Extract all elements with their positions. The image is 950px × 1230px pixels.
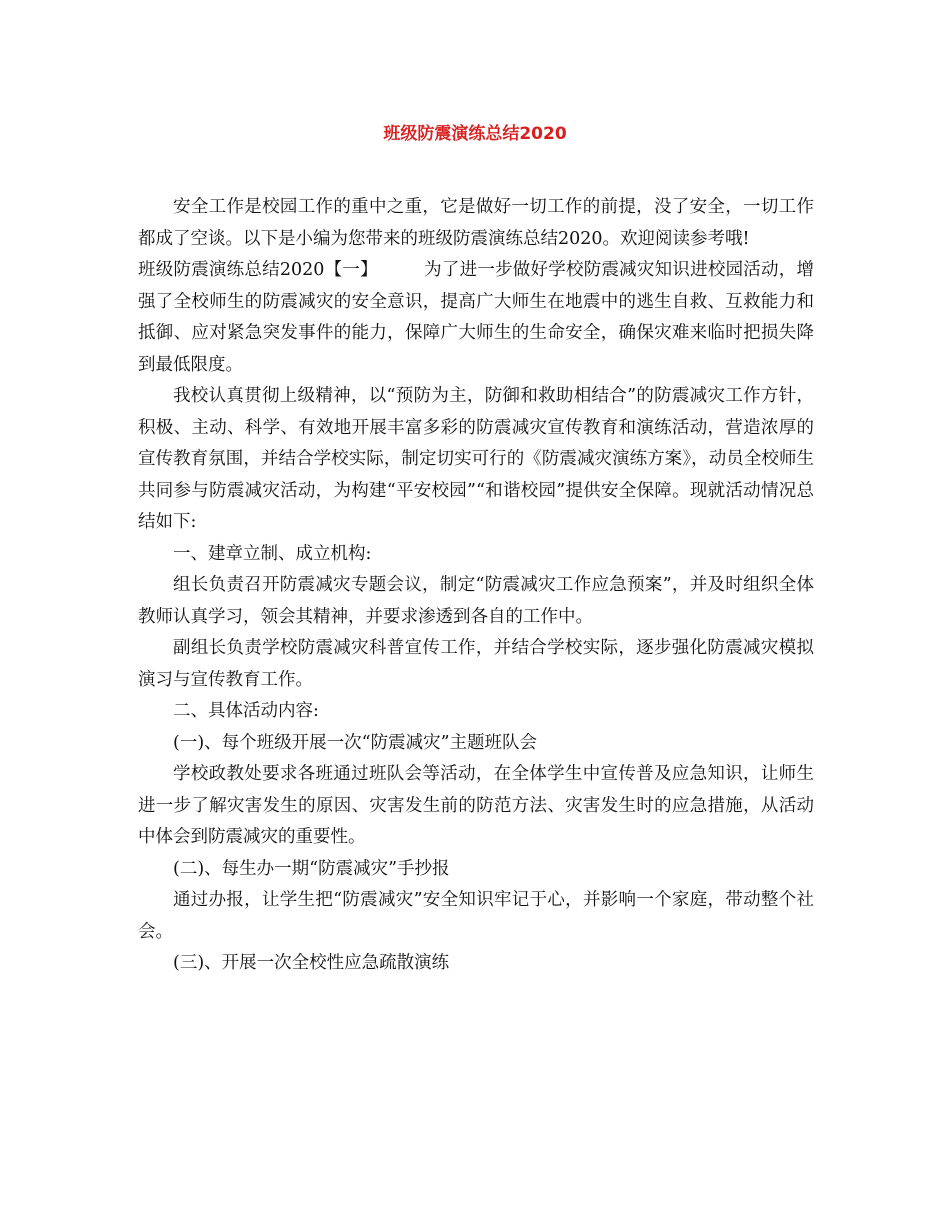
subheading-two: (二)、每生办一期“防震减灾”手抄报 (173, 858, 450, 879)
policy-paragraph: 我校认真贯彻上级精神，以“预防为主，防御和救助相结合”的防震减灾工作方针，积极、主动、科学、有效地开展丰富多彩的防震减灾宣传教育和演练活动，营造浓厚的宣传教育氛围，并结合学校实际，制定切实可行的《防震减灾演练方案》，动员全校师生共同参与防震减灾活动，为构建“平安校园”“和谐校园”提供安全保障。现就活动情况总结如下: (138, 386, 814, 532)
document-body (138, 192, 814, 980)
subheading-one: (一)、每个班级开展一次“防震减灾”主题班队会 (173, 732, 538, 753)
deputy-paragraph: 副组长负责学校防震减灾科普宣传工作，并结合学校实际，逐步强化防震减灾模拟演习与宣传教育工作。 (138, 638, 814, 690)
newspaper-paragraph: 通过办报，让学生把“防震减灾”安全知识牢记于心，并影响一个家庭，带动整个社会。 (138, 890, 814, 942)
intro-paragraph: 安全工作是校园工作的重中之重，它是做好一切工作的前提，没了安全，一切工作都成了空谈。以下是小编为您带来的班级防震演练总结2020。欢迎阅读参考哦! (138, 197, 814, 249)
section-one-text: 为了进一步做好学校防震减灾知识进校园活动，增强了全校师生的防震减灾的安全意识，提高广大师生在地震中的逃生自救、互救能力和抵御、应对紧急突发事件的能力，保障广大师生的生命安全，确保灾难来临时把损失降到最低限度。 (138, 260, 814, 375)
heading-two: 二、具体活动内容: (173, 701, 319, 721)
document-title: 班级防震演练总结2020 (383, 124, 567, 144)
section-one-heading: 班级防震演练总结2020【一】 (138, 260, 378, 280)
class-meeting-paragraph: 学校政教处要求各班通过班队会等活动，在全体学生中宣传普及应急知识，让师生进一步了解灾害发生的原因、灾害发生前的防范方法、灾害发生时的应急措施，从活动中体会到防震减灾的重要性。 (138, 764, 814, 847)
leader-paragraph: 组长负责召开防震减灾专题会议，制定“防震减灾工作应急预案”，并及时组织全体教师认真学习，领会其精神，并要求渗透到各自的工作中。 (138, 575, 814, 627)
subheading-three: (三)、开展一次全校性应急疏散演练 (173, 953, 450, 973)
heading-one: 一、建章立制、成立机构: (173, 543, 372, 564)
section-one-paragraph (138, 255, 814, 381)
section-one-gap (378, 260, 424, 280)
